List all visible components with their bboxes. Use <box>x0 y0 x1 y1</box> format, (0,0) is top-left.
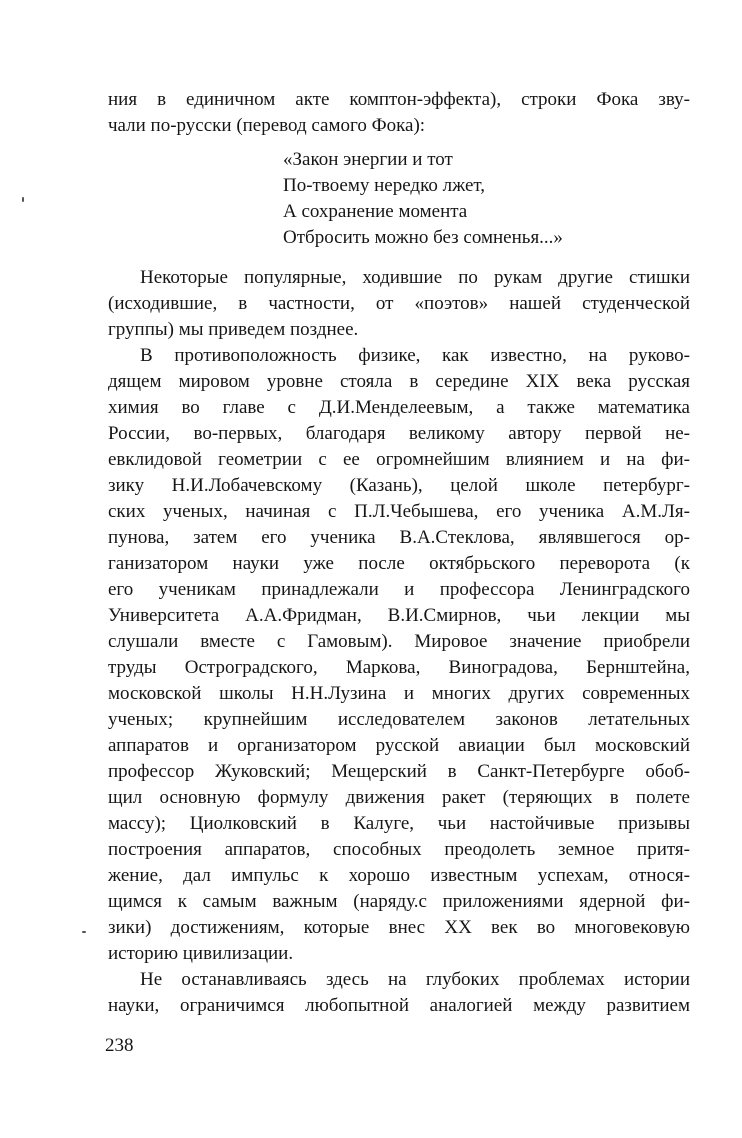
text-line: профессор Жуковский; Мещерский в Санкт-Петербурге обоб- <box>108 761 690 782</box>
text-line: ских ученых, начиная с П.Л.Чебышева, его ученика А.М.Ля- <box>108 501 690 522</box>
text-line: ученых; крупнейшим исследователем законов летательных <box>108 709 690 730</box>
text-line: Не останавливаясь здесь на глубоких проблемах истории <box>140 969 690 990</box>
text-line: Университета А.А.Фридман, В.И.Смирнов, чьи лекции мы <box>108 605 690 626</box>
text-line: ганизатором науки уже после октябрьского переворота (к <box>108 553 690 574</box>
scan-speck <box>82 931 86 933</box>
text-line: России, во-первых, благодаря великому автору первой не- <box>108 423 690 444</box>
text-line: (исходившие, в частности, от «поэтов» нашей студенческой <box>108 293 690 314</box>
text-line: группы) мы приведем позднее. <box>108 319 359 340</box>
text-line: массу); Циолковский в Калуге, чьи настойчивые призывы <box>108 813 690 834</box>
page-number: 238 <box>105 1035 134 1056</box>
poem-line: А сохранение момента <box>283 201 468 222</box>
text-line: его ученикам принадлежали и профессора Ленинградского <box>108 579 690 600</box>
text-line: жение, дал импульс к хорошо известным успехам, относя- <box>108 865 690 886</box>
text-line: построения аппаратов, способных преодолеть земное притя- <box>108 839 690 860</box>
text-line: Некоторые популярные, ходившие по рукам другие стишки <box>140 267 690 288</box>
scan-speck <box>22 197 24 202</box>
text-line: пунова, затем его ученика В.А.Стеклова, являвшегося ор- <box>108 527 690 548</box>
text-line: химия во главе с Д.И.Менделеевым, а также математика <box>108 397 690 418</box>
text-line: историю цивилизации. <box>108 943 294 964</box>
text-line: чали по-русски (перевод самого Фока): <box>108 115 426 136</box>
text-line: аппаратов и организатором русской авиации был московский <box>108 735 690 756</box>
text-line: ния в единичном акте комптон-эффекта), строки Фока зву- <box>108 89 690 110</box>
poem-line: По-твоему нередко лжет, <box>283 175 486 196</box>
text-line: В противоположность физике, как известно, на руково- <box>140 345 690 366</box>
text-line: евклидовой геометрии с ее огромнейшим влиянием и на фи- <box>108 449 690 470</box>
text-line: московской школы Н.Н.Лузина и многих других современных <box>108 683 690 704</box>
text-line: щил основную формулу движения ракет (теряющих в полете <box>108 787 690 808</box>
text-line: щимся к самым важным (наряду.с приложениями ядерной фи- <box>108 891 690 912</box>
text-line: слушали вместе с Гамовым). Мировое значение приобрели <box>108 631 690 652</box>
text-line: дящем мировом уровне стояла в середине XIX века русская <box>108 371 690 392</box>
text-line: зику Н.И.Лобачевскому (Казань), целой школе петербург- <box>108 475 690 496</box>
poem-line: «Закон энергии и тот <box>283 149 453 170</box>
text-line: труды Остроградского, Маркова, Виноградова, Бернштейна, <box>108 657 690 678</box>
poem-line: Отбросить можно без сомненья...» <box>283 227 563 248</box>
text-line: науки, ограничимся любопытной аналогией между развитием <box>108 995 690 1016</box>
text-line: зики) достижениям, которые внес XX век во многовековую <box>108 917 690 938</box>
